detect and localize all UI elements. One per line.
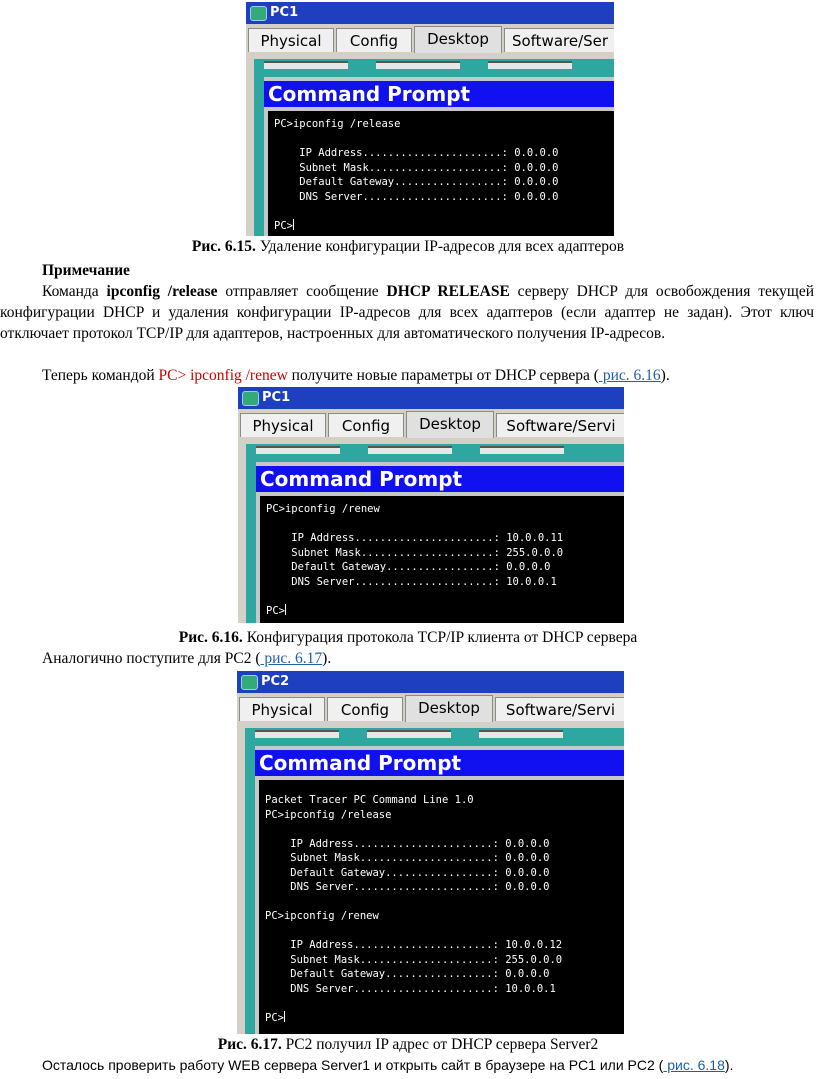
console-line: PC>ipconfig /renew — [266, 503, 380, 515]
console-line: PC>ipconfig /release — [274, 118, 401, 130]
command-prompt-title: Command Prompt — [255, 750, 624, 776]
console-output[interactable] — [259, 780, 624, 1034]
console-line — [266, 517, 624, 532]
command-prompt-window — [255, 746, 624, 1034]
text-cursor — [285, 604, 286, 615]
desktop-app-icon[interactable] — [367, 730, 451, 738]
tab-config[interactable]: Config — [328, 413, 404, 437]
desktop-area — [238, 438, 624, 623]
window-titlebar — [238, 387, 624, 409]
console-line: PC> — [265, 1011, 284, 1024]
tab-software-services[interactable]: Software/Servi — [496, 413, 624, 437]
desktop-app-icon[interactable] — [480, 446, 564, 454]
desktop-app-icon[interactable] — [376, 61, 460, 69]
screenshot-pc1-renew — [238, 387, 624, 623]
console-line: PC> — [274, 219, 293, 232]
tab-config[interactable]: Config — [327, 697, 403, 721]
console-line — [265, 996, 624, 1011]
note-text-end: серверу DHCP для освобождения текущей конфигурации DHCP и удаления конфигурации IP-адресов для всех адаптеров (если адаптер не задан). Этот ключ отключает протокол TCP/IP для адаптеров, настроенных для автоматического получения IP-адресов. — [0, 283, 815, 342]
console-line — [265, 924, 624, 939]
console-line: Subnet Mask.....................: 255.0.0.0 — [265, 953, 563, 966]
console-line: Subnet Mask.....................: 0.0.0.0 — [274, 161, 559, 174]
final-paragraph — [42, 1055, 812, 1076]
figure-link[interactable]: рис. 6.18 — [663, 1057, 725, 1073]
tab-software-services[interactable]: Software/Servi — [495, 697, 624, 721]
console-line: Default Gateway.................: 0.0.0.0 — [266, 561, 551, 573]
console-line — [265, 822, 624, 837]
text-cursor — [293, 219, 294, 230]
tab-desktop[interactable]: Desktop — [414, 26, 502, 53]
window-titlebar — [246, 2, 614, 24]
console-line: DNS Server......................: 0.0.0.0 — [265, 881, 550, 893]
renew-text-mid: получите новые параметры от DHCP сервера ( — [287, 367, 599, 384]
desktop-icons-row — [264, 61, 614, 69]
window-title: PC1 — [262, 390, 291, 405]
tab-bar — [239, 695, 624, 722]
command-prompt-window — [264, 77, 614, 236]
desktop-area — [237, 722, 624, 1034]
caption-text: PC2 получил IP адрес от DHCP сервера Server2 — [281, 1036, 599, 1053]
command-prompt-title: Command Prompt — [256, 466, 624, 492]
console-line: IP Address......................: 10.0.0.11 — [266, 532, 564, 544]
console-line: PC>ipconfig /release — [265, 808, 392, 821]
console-line: IP Address......................: 0.0.0.0 — [274, 147, 559, 159]
note-command: ipconfig /release — [106, 283, 218, 300]
figure-caption — [0, 1034, 816, 1055]
desktop-area — [246, 53, 614, 236]
command-prompt-window — [256, 462, 624, 623]
renew-paragraph — [42, 365, 812, 386]
pc2-text-start: Аналогично поступите для PC2 ( — [42, 650, 261, 667]
packet-tracer-icon — [242, 391, 259, 406]
figure-caption — [0, 627, 816, 648]
pc2-text-end: ). — [322, 650, 332, 667]
desktop-app-icon[interactable] — [368, 446, 452, 454]
console-line: Default Gateway.................: 0.0.0.0 — [274, 176, 559, 188]
console-line — [265, 895, 624, 910]
console-line — [266, 589, 624, 604]
caption-label: Рис. 6.17. — [217, 1036, 282, 1053]
desktop-app-icon[interactable] — [255, 730, 339, 738]
packet-tracer-icon — [250, 6, 267, 21]
command-prompt-title: Command Prompt — [264, 81, 614, 107]
tab-bar — [240, 411, 624, 438]
screenshot-pc1-release — [246, 2, 614, 236]
tab-software-services[interactable]: Software/Ser — [504, 28, 614, 52]
console-line: Subnet Mask.....................: 255.0.0.0 — [266, 546, 564, 559]
final-text-end: ). — [724, 1057, 734, 1073]
console-line: IP Address......................: 10.0.0.12 — [265, 939, 563, 951]
console-line: Default Gateway.................: 0.0.0.0 — [265, 968, 550, 980]
console-line: Default Gateway.................: 0.0.0.0 — [265, 866, 550, 879]
caption-label: Рис. 6.16. — [178, 629, 243, 646]
packet-tracer-icon — [241, 675, 258, 690]
console-line: DNS Server......................: 10.0.0.1 — [266, 575, 557, 588]
caption-text: Конфигурация протокола TCP/IP клиента от DHCP сервера — [242, 629, 638, 646]
final-text-start: Осталось проверить работу WEB сервера Server1 и открыть сайт в браузере на PC1 или PC2 ( — [42, 1057, 664, 1073]
console-line: PC> — [266, 604, 285, 617]
console-line: Packet Tracer PC Command Line 1.0 — [265, 794, 474, 806]
console-line: Subnet Mask.....................: 0.0.0.0 — [265, 852, 550, 864]
note-paragraph — [0, 281, 814, 344]
renew-text-end: ). — [660, 367, 670, 384]
figure-link[interactable]: рис. 6.16 — [598, 367, 661, 384]
desktop-app-icon[interactable] — [488, 61, 572, 69]
desktop-app-icon[interactable] — [264, 61, 348, 69]
note-heading — [42, 260, 802, 281]
tab-desktop[interactable]: Desktop — [406, 411, 494, 438]
desktop-app-icon[interactable] — [479, 730, 563, 738]
window-titlebar — [237, 671, 624, 693]
console-output[interactable] — [268, 111, 614, 236]
tab-desktop[interactable]: Desktop — [405, 695, 493, 722]
caption-text: Удаление конфигурации IP-адресов для всех адаптеров — [255, 238, 625, 255]
tab-config[interactable]: Config — [336, 28, 412, 52]
desktop-icons-row — [255, 730, 624, 738]
screenshot-pc2-release-renew — [237, 671, 624, 1034]
console-line: PC>ipconfig /renew — [265, 910, 379, 922]
pc2-paragraph — [42, 648, 812, 669]
tab-physical[interactable]: Physical — [239, 697, 325, 721]
note-text-start: Команда — [42, 283, 107, 300]
renew-text-start: Теперь командой — [42, 367, 159, 384]
desktop-app-icon[interactable] — [256, 446, 340, 454]
tab-bar — [248, 26, 614, 53]
figure-link[interactable]: рис. 6.17 — [260, 650, 323, 667]
note-text-mid: отправляет сообщение — [217, 283, 387, 300]
window-title: PC2 — [261, 674, 290, 689]
caption-label: Рис. 6.15. — [191, 238, 256, 255]
tab-physical[interactable]: Physical — [248, 28, 334, 52]
note-message: DHCP RELEASE — [386, 283, 510, 300]
console-line: DNS Server......................: 10.0.0.1 — [265, 982, 556, 995]
console-line: IP Address......................: 0.0.0.0 — [265, 837, 550, 850]
desktop-icons-row — [256, 446, 624, 454]
text-cursor — [284, 1011, 285, 1022]
window-title: PC1 — [270, 5, 299, 20]
console-line: DNS Server......................: 0.0.0.0 — [274, 190, 559, 203]
tab-physical[interactable]: Physical — [240, 413, 326, 437]
console-line — [274, 204, 614, 219]
note-heading-text: Примечание — [42, 262, 130, 279]
console-output[interactable] — [260, 496, 624, 623]
console-line — [274, 132, 614, 147]
renew-command: PC> ipconfig /renew — [158, 367, 288, 384]
figure-caption — [0, 236, 816, 257]
